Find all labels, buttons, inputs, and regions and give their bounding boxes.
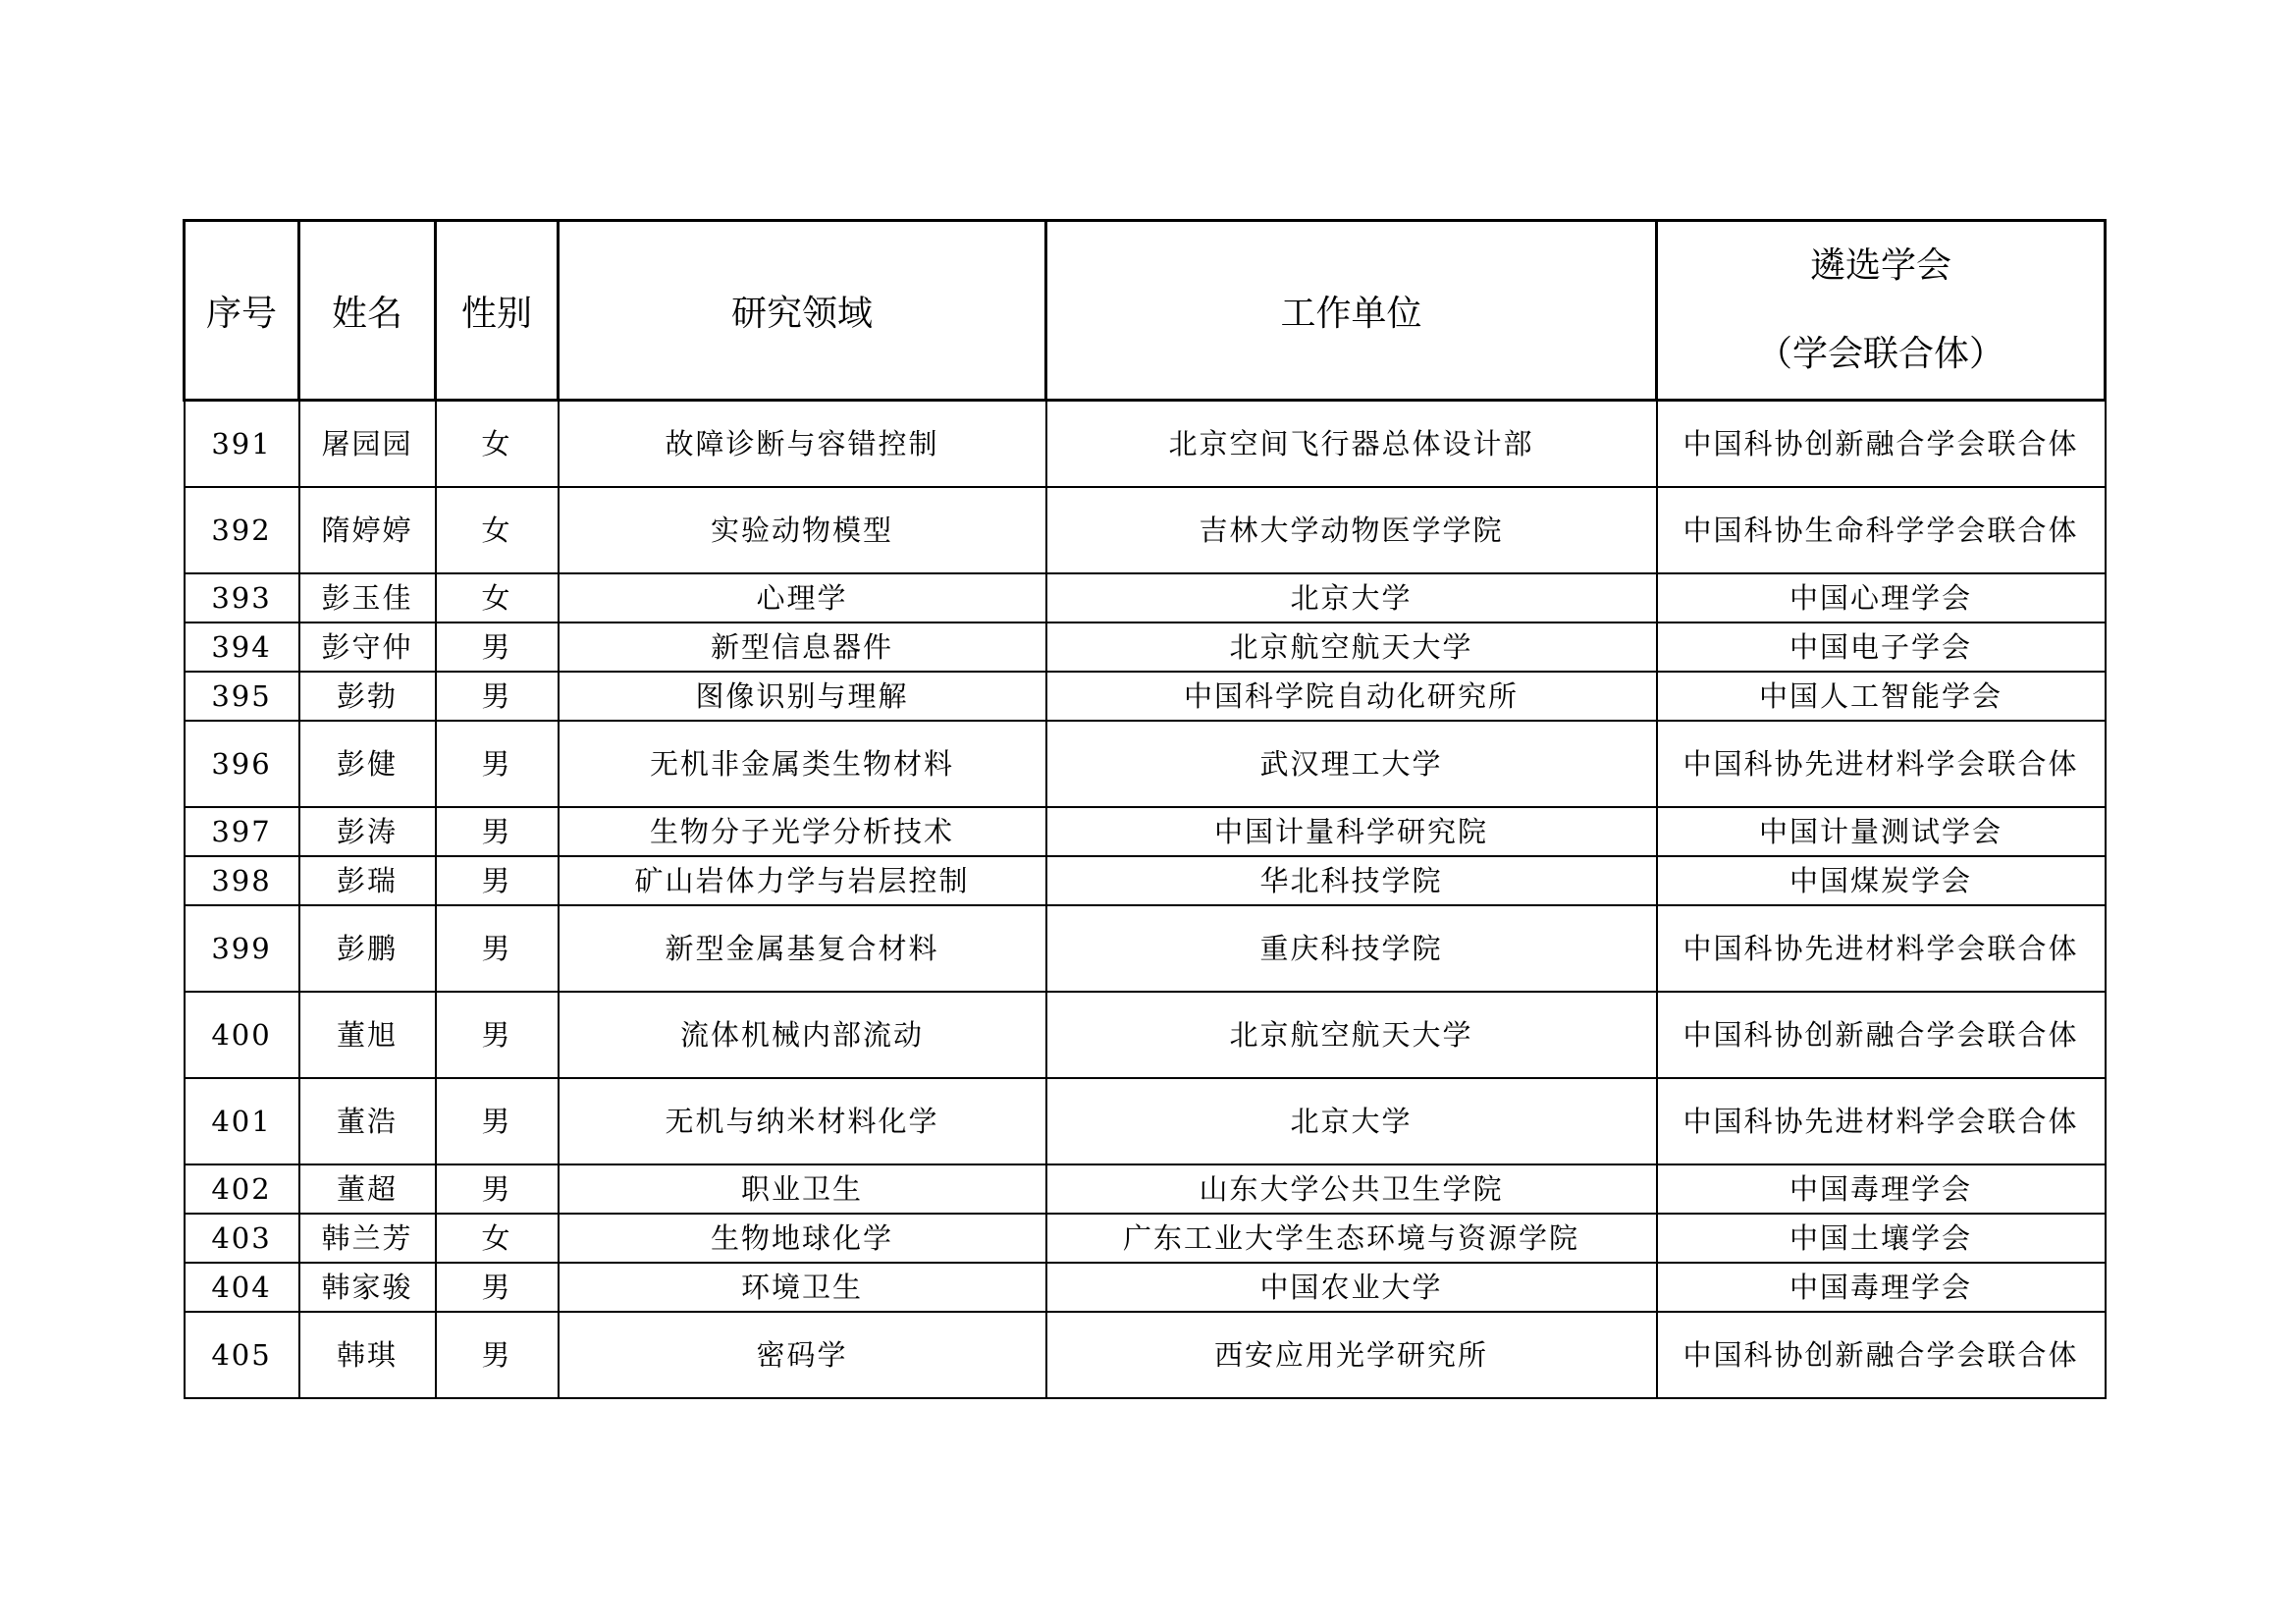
header-society	[1657, 221, 2106, 401]
cell-gender: 男	[436, 623, 559, 672]
cell-society: 中国科协先进材料学会联合体	[1657, 905, 2106, 992]
cell-name: 彭健	[299, 721, 436, 807]
cell-employer: 中国科学院自动化研究所	[1046, 672, 1657, 721]
cell-name: 韩家骏	[299, 1263, 436, 1312]
cell-name: 彭鹏	[299, 905, 436, 992]
table-row	[185, 856, 2106, 905]
cell-gender: 女	[436, 401, 559, 487]
cell-gender: 女	[436, 1214, 559, 1263]
cell-seq: 398	[185, 856, 299, 905]
cell-society: 中国心理学会	[1657, 573, 2106, 623]
cell-gender: 男	[436, 856, 559, 905]
cell-field: 矿山岩体力学与岩层控制	[559, 856, 1046, 905]
cell-seq: 405	[185, 1312, 299, 1398]
table-row	[185, 487, 2106, 573]
cell-name: 董旭	[299, 992, 436, 1078]
cell-gender: 男	[436, 721, 559, 807]
cell-gender: 女	[436, 487, 559, 573]
cell-seq: 402	[185, 1164, 299, 1214]
cell-field: 流体机械内部流动	[559, 992, 1046, 1078]
cell-field: 新型信息器件	[559, 623, 1046, 672]
cell-society: 中国人工智能学会	[1657, 672, 2106, 721]
cell-employer: 中国农业大学	[1046, 1263, 1657, 1312]
cell-employer: 武汉理工大学	[1046, 721, 1657, 807]
header-seq: 序号	[185, 221, 299, 401]
cell-gender: 男	[436, 1078, 559, 1164]
cell-name: 隋婷婷	[299, 487, 436, 573]
cell-seq: 403	[185, 1214, 299, 1263]
table-row	[185, 905, 2106, 992]
cell-seq: 395	[185, 672, 299, 721]
table-row	[185, 1263, 2106, 1312]
table-row	[185, 1214, 2106, 1263]
roster-sheet	[183, 219, 2104, 1399]
cell-employer: 中国计量科学研究院	[1046, 807, 1657, 856]
table-row	[185, 401, 2106, 487]
cell-field: 新型金属基复合材料	[559, 905, 1046, 992]
cell-employer: 山东大学公共卫生学院	[1046, 1164, 1657, 1214]
cell-gender: 女	[436, 573, 559, 623]
header-employer: 工作单位	[1046, 221, 1657, 401]
cell-society: 中国土壤学会	[1657, 1214, 2106, 1263]
cell-gender: 男	[436, 807, 559, 856]
cell-society: 中国计量测试学会	[1657, 807, 2106, 856]
cell-seq: 397	[185, 807, 299, 856]
cell-name: 韩琪	[299, 1312, 436, 1398]
cell-society: 中国科协创新融合学会联合体	[1657, 401, 2106, 487]
cell-field: 密码学	[559, 1312, 1046, 1398]
cell-name: 董浩	[299, 1078, 436, 1164]
table-row	[185, 623, 2106, 672]
cell-seq: 401	[185, 1078, 299, 1164]
cell-society: 中国科协先进材料学会联合体	[1657, 1078, 2106, 1164]
cell-society: 中国科协生命科学学会联合体	[1657, 487, 2106, 573]
cell-employer: 重庆科技学院	[1046, 905, 1657, 992]
cell-seq: 392	[185, 487, 299, 573]
table-row	[185, 807, 2106, 856]
cell-seq: 393	[185, 573, 299, 623]
cell-society: 中国毒理学会	[1657, 1263, 2106, 1312]
cell-society: 中国煤炭学会	[1657, 856, 2106, 905]
cell-gender: 男	[436, 1164, 559, 1214]
header-gender: 性别	[436, 221, 559, 401]
cell-name: 彭玉佳	[299, 573, 436, 623]
cell-field: 生物地球化学	[559, 1214, 1046, 1263]
header-field: 研究领域	[559, 221, 1046, 401]
cell-name: 董超	[299, 1164, 436, 1214]
cell-employer: 北京空间飞行器总体设计部	[1046, 401, 1657, 487]
cell-employer: 吉林大学动物医学学院	[1046, 487, 1657, 573]
cell-gender: 男	[436, 992, 559, 1078]
cell-gender: 男	[436, 905, 559, 992]
table-row	[185, 992, 2106, 1078]
header-row	[185, 221, 2106, 401]
cell-name: 彭勃	[299, 672, 436, 721]
cell-society: 中国科协创新融合学会联合体	[1657, 1312, 2106, 1398]
cell-society: 中国科协创新融合学会联合体	[1657, 992, 2106, 1078]
cell-field: 图像识别与理解	[559, 672, 1046, 721]
table-row	[185, 672, 2106, 721]
cell-seq: 396	[185, 721, 299, 807]
table-row	[185, 1078, 2106, 1164]
cell-employer: 广东工业大学生态环境与资源学院	[1046, 1214, 1657, 1263]
header-society-line1: 遴选学会	[1809, 245, 1951, 286]
cell-gender: 男	[436, 1312, 559, 1398]
cell-employer: 北京航空航天大学	[1046, 992, 1657, 1078]
cell-employer: 北京航空航天大学	[1046, 623, 1657, 672]
cell-employer: 西安应用光学研究所	[1046, 1312, 1657, 1398]
cell-society: 中国毒理学会	[1657, 1164, 2106, 1214]
header-name: 姓名	[299, 221, 436, 401]
cell-field: 故障诊断与容错控制	[559, 401, 1046, 487]
cell-field: 生物分子光学分析技术	[559, 807, 1046, 856]
cell-employer: 北京大学	[1046, 1078, 1657, 1164]
table-row	[185, 573, 2106, 623]
cell-seq: 400	[185, 992, 299, 1078]
cell-employer: 北京大学	[1046, 573, 1657, 623]
cell-gender: 男	[436, 672, 559, 721]
cell-seq: 404	[185, 1263, 299, 1312]
table-row	[185, 1164, 2106, 1214]
header-society-line2: （学会联合体）	[1756, 334, 2004, 374]
cell-name: 彭守仲	[299, 623, 436, 672]
cell-employer: 华北科技学院	[1046, 856, 1657, 905]
cell-field: 无机非金属类生物材料	[559, 721, 1046, 807]
cell-name: 彭涛	[299, 807, 436, 856]
cell-seq: 394	[185, 623, 299, 672]
cell-field: 职业卫生	[559, 1164, 1046, 1214]
cell-field: 实验动物模型	[559, 487, 1046, 573]
table-row	[185, 721, 2106, 807]
table-row	[185, 1312, 2106, 1398]
cell-seq: 391	[185, 401, 299, 487]
cell-field: 心理学	[559, 573, 1046, 623]
cell-name: 屠园园	[299, 401, 436, 487]
cell-gender: 男	[436, 1263, 559, 1312]
cell-society: 中国科协先进材料学会联合体	[1657, 721, 2106, 807]
cell-seq: 399	[185, 905, 299, 992]
cell-name: 彭瑞	[299, 856, 436, 905]
cell-field: 无机与纳米材料化学	[559, 1078, 1046, 1164]
roster-table	[183, 219, 2107, 1399]
cell-name: 韩兰芳	[299, 1214, 436, 1263]
cell-society: 中国电子学会	[1657, 623, 2106, 672]
cell-field: 环境卫生	[559, 1263, 1046, 1312]
